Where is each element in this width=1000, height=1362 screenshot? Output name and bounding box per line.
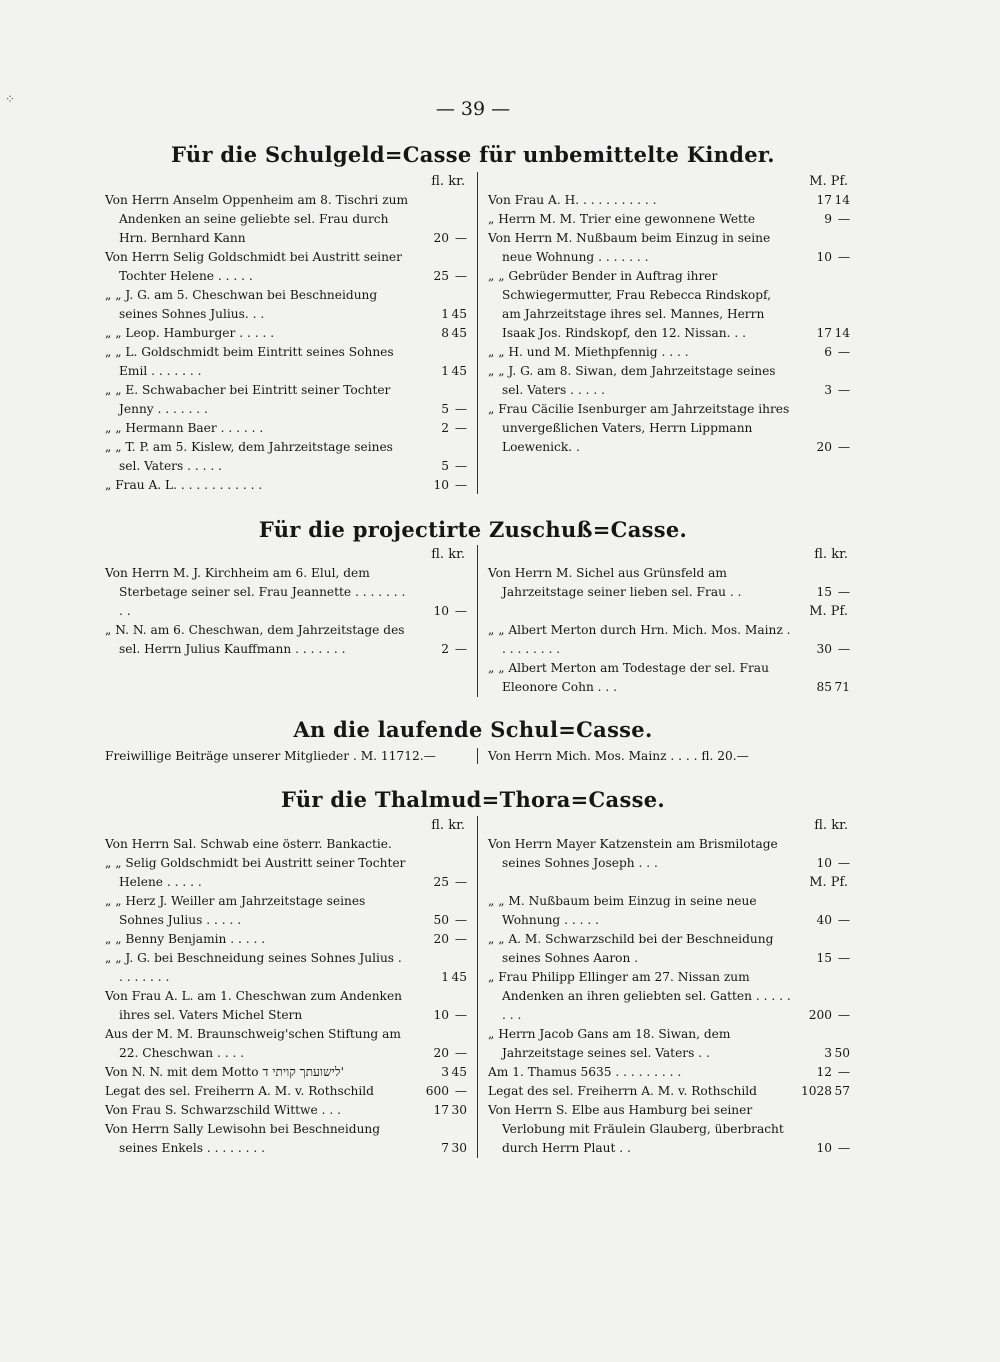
amount-major: 10	[433, 478, 449, 492]
donation-entry	[488, 1101, 850, 1158]
amount	[409, 873, 467, 892]
donation-entry	[488, 1082, 850, 1101]
donation-entry	[488, 968, 850, 1025]
section-title-thalmud: Für die Thalmud=Thora=Casse.	[281, 787, 665, 812]
amount	[409, 1139, 467, 1158]
donation-entry	[488, 229, 850, 267]
amount-minor: —	[837, 1141, 850, 1155]
amount-minor: —	[454, 1046, 467, 1060]
donation-entry	[488, 892, 850, 930]
amount-major: 2	[441, 642, 449, 656]
donor-text: „ „ Benny Benjamin . . . . .	[105, 932, 266, 946]
amount-major: 1	[441, 970, 449, 984]
amount-minor: —	[454, 875, 467, 889]
amount-major: 10	[816, 856, 832, 870]
amount-major: 50	[433, 913, 449, 927]
amount	[792, 1006, 850, 1025]
amount	[792, 640, 850, 659]
donation-entry	[105, 564, 467, 621]
amount-minor: —	[454, 604, 467, 618]
donor-text: Aus der M. M. Braunschweig'schen Stiftung am 22. Cheschwan . . . .	[105, 1027, 401, 1060]
donor-text: Legat des sel. Freiherrn A. M. v. Rothschild	[105, 1084, 374, 1098]
amount-minor: —	[454, 913, 467, 927]
amount-minor: —	[454, 231, 467, 245]
donation-entry	[105, 476, 467, 495]
donor-text: Von N. N. mit dem Motto לישועתך קויתי ד'	[105, 1065, 344, 1079]
right-column	[488, 816, 850, 1158]
amount-minor: —	[454, 478, 467, 492]
donor-text: „ Frau A. L. . . . . . . . . . . .	[105, 478, 263, 492]
amount-major: 1028	[800, 1084, 832, 1098]
donation-entry	[488, 362, 850, 400]
currency-header: fl. kr.	[814, 818, 848, 833]
amount	[409, 835, 467, 854]
amount-minor: —	[837, 440, 850, 454]
amount-major: 8	[441, 326, 449, 340]
donation-entry	[488, 267, 850, 343]
amount-minor: —	[837, 856, 850, 870]
amount	[792, 854, 850, 873]
amount-major: 1	[441, 364, 449, 378]
amount-minor: 45	[451, 1065, 467, 1079]
right-column	[488, 172, 850, 457]
donation-entry	[105, 248, 467, 286]
currency-header: M. Pf.	[809, 875, 848, 890]
donor-text: Am 1. Thamus 5635 . . . . . . . . .	[488, 1065, 682, 1079]
amount	[409, 229, 467, 248]
donor-text: Von Herrn M. J. Kirchheim am 6. Elul, dem Sterbetage seiner sel. Frau Jeannette . . . . . . . . .	[105, 566, 406, 618]
amount-minor: —	[837, 585, 850, 599]
currency-header: fl. kr.	[431, 547, 465, 562]
amount	[409, 324, 467, 343]
amount-major: 6	[824, 345, 832, 359]
amount-minor: —	[837, 1008, 850, 1022]
donor-text: „ „ L. Goldschmidt beim Eintritt seines Sohnes Emil . . . . . . .	[105, 345, 394, 378]
amount-minor: 71	[834, 680, 850, 694]
amount-minor: —	[454, 1008, 467, 1022]
amount	[792, 949, 850, 968]
amount-minor: 50	[834, 1046, 850, 1060]
donor-text: „ „ J. G. am 5. Cheschwan bei Beschneidung seines Sohnes Julius. . .	[105, 288, 378, 321]
column-divider	[477, 816, 478, 1158]
left-column	[105, 816, 467, 1158]
donation-entry	[105, 381, 467, 419]
amount-major: 7	[441, 1141, 449, 1155]
amount-major: 9	[824, 212, 832, 226]
amount	[409, 1082, 467, 1101]
donation-entry	[488, 621, 850, 659]
amount-minor: —	[837, 913, 850, 927]
donor-text: Von Herrn M. Nußbaum beim Einzug in seine neue Wohnung . . . . . . .	[488, 231, 771, 264]
amount-major: 2	[441, 421, 449, 435]
donation-entry	[105, 191, 467, 248]
donor-text: „ Frau Philipp Ellinger am 27. Nissan zum Andenken an ihren geliebten sel. Gatten . . . . . . . .	[488, 970, 791, 1022]
amount	[409, 400, 467, 419]
page-number: — 39 —	[435, 98, 511, 120]
amount-major: 20	[816, 440, 832, 454]
amount	[792, 1082, 850, 1101]
donor-text: Von Frau A. H. . . . . . . . . . .	[488, 193, 657, 207]
donor-text: „ „ Herz J. Weiller am Jahrzeitstage seines Sohnes Julius . . . . .	[105, 894, 366, 927]
amount-major: 200	[808, 1008, 832, 1022]
amount	[409, 1006, 467, 1025]
amount	[409, 602, 467, 621]
donor-text: „ „ Albert Merton durch Hrn. Mich. Mos. Mainz . . . . . . . . .	[488, 623, 791, 656]
donor-text: Von Herrn Mayer Katzenstein am Brismilotage seines Sohnes Joseph . . .	[488, 837, 778, 870]
donation-entry	[105, 930, 467, 949]
donation-entry	[488, 191, 850, 210]
amount-major: 5	[441, 459, 449, 473]
donor-text: „ „ Leop. Hamburger . . . . .	[105, 326, 275, 340]
amount-major: 5	[441, 402, 449, 416]
member-contributions: Freiwillige Beiträge unserer Mitglieder . M. 11712.—	[105, 749, 436, 763]
donation-entry	[488, 659, 850, 697]
amount	[792, 324, 850, 343]
amount-minor: —	[454, 642, 467, 656]
amount-major: 3	[824, 1046, 832, 1060]
donor-text: Von Herrn Selig Goldschmidt bei Austritt seiner Tochter Helene . . . . .	[105, 250, 402, 283]
donation-entry	[488, 343, 850, 362]
amount-minor: —	[454, 269, 467, 283]
donation-entry	[105, 854, 467, 892]
amount-minor: —	[454, 1084, 467, 1098]
amount-minor: —	[454, 459, 467, 473]
amount	[409, 476, 467, 495]
amount	[792, 381, 850, 400]
donor-text: Von Herrn Sal. Schwab eine österr. Bankactie.	[105, 837, 392, 851]
donor-text: „ „ J. G. bei Beschneidung seines Sohnes Julius . . . . . . . .	[105, 951, 402, 984]
amount-minor: —	[454, 402, 467, 416]
currency-header: fl. kr.	[814, 547, 848, 562]
donation-entry	[105, 1025, 467, 1063]
amount	[409, 968, 467, 987]
amount	[792, 1139, 850, 1158]
left-column	[105, 172, 467, 495]
amount-minor: 14	[834, 326, 850, 340]
amount-minor: 30	[451, 1141, 467, 1155]
section-title-zuschuss: Für die projectirte Zuschuß=Casse.	[258, 517, 688, 542]
donation-entry	[105, 835, 467, 854]
currency-header: fl. kr.	[431, 174, 465, 189]
amount-major: 10	[816, 1141, 832, 1155]
amount-major: 85	[816, 680, 832, 694]
donation-entry	[488, 1063, 850, 1082]
donor-text: „ „ Hermann Baer . . . . . .	[105, 421, 264, 435]
section-title-laufende: An die laufende Schul=Casse.	[293, 717, 653, 742]
amount-minor: —	[837, 250, 850, 264]
mainz-contribution: Von Herrn Mich. Mos. Mainz . . . . fl. 20.—	[488, 749, 749, 763]
donation-entry	[105, 419, 467, 438]
amount-minor: —	[837, 642, 850, 656]
amount	[409, 930, 467, 949]
amount-minor: —	[837, 1065, 850, 1079]
donation-entry	[488, 564, 850, 602]
donor-text: „ „ T. P. am 5. Kislew, dem Jahrzeitstage seines sel. Vaters . . . . .	[105, 440, 393, 473]
amount-major: 10	[433, 1008, 449, 1022]
amount-minor: —	[837, 212, 850, 226]
amount-major: 25	[433, 875, 449, 889]
donation-entry	[105, 324, 467, 343]
donor-text: „ Herrn M. M. Trier eine gewonnene Wette	[488, 212, 756, 226]
amount	[792, 248, 850, 267]
amount-major: 17	[816, 326, 832, 340]
donation-entry	[488, 835, 850, 873]
donor-text: Von Herrn M. Sichel aus Grünsfeld am Jahrzeitstage seiner lieben sel. Frau . .	[488, 566, 742, 599]
amount	[409, 640, 467, 659]
amount-major: 10	[433, 604, 449, 618]
donor-text: Von Herrn Anselm Oppenheim am 8. Tischri zum Andenken an seine geliebte sel. Frau durch Hrn. Bernhard Kann	[105, 193, 409, 245]
donor-text: „ „ Selig Goldschmidt bei Austritt seiner Tochter Helene . . . . .	[105, 856, 406, 889]
amount	[409, 267, 467, 286]
amount-major: 3	[824, 383, 832, 397]
amount-minor: 45	[451, 364, 467, 378]
amount	[792, 678, 850, 697]
donor-text: „ „ M. Nußbaum beim Einzug in seine neue Wohnung . . . . .	[488, 894, 757, 927]
amount-major: 3	[441, 1065, 449, 1079]
amount-major: 20	[433, 231, 449, 245]
amount-minor: —	[837, 345, 850, 359]
amount	[792, 1044, 850, 1063]
section-title-schulgeld: Für die Schulgeld=Casse für unbemittelte Kinder.	[171, 142, 775, 167]
donor-text: Von Frau S. Schwarzschild Wittwe . . .	[105, 1103, 341, 1117]
donation-entry	[105, 621, 467, 659]
amount-major: 25	[433, 269, 449, 283]
donor-text: Von Herrn S. Elbe aus Hamburg bei seiner Verlobung mit Fräulein Glauberg, überbracht durch Herrn Plaut . .	[488, 1103, 784, 1155]
amount-major: 12	[816, 1065, 832, 1079]
donation-entry	[105, 1101, 467, 1120]
donor-text: „ „ E. Schwabacher bei Eintritt seiner Tochter Jenny . . . . . . .	[105, 383, 391, 416]
amount-major: 30	[816, 642, 832, 656]
amount	[409, 457, 467, 476]
amount-minor: —	[837, 951, 850, 965]
donor-text: „ Frau Cäcilie Isenburger am Jahrzeitstage ihres unvergeßlichen Vaters, Herrn Lippmann Loewenick. .	[488, 402, 790, 454]
amount	[792, 1063, 850, 1082]
currency-header: fl. kr.	[431, 818, 465, 833]
currency-header: M. Pf.	[809, 174, 848, 189]
amount-major: 17	[433, 1103, 449, 1117]
amount-minor: 57	[834, 1084, 850, 1098]
amount	[792, 911, 850, 930]
donation-entry	[105, 987, 467, 1025]
amount	[409, 362, 467, 381]
amount-major: 15	[816, 585, 832, 599]
donor-text: „ „ Gebrüder Bender in Auftrag ihrer Schwiegermutter, Frau Rebecca Rindskopf, am Jahrzeitstage ihres sel. Mannes, Herrn Isaak Jos. Rindskopf, den 12. Nissan. . .	[488, 269, 771, 340]
donation-entry	[488, 930, 850, 968]
amount-minor: —	[837, 383, 850, 397]
donation-entry	[105, 438, 467, 476]
amount-minor: 30	[451, 1103, 467, 1117]
donation-entry	[105, 1063, 467, 1082]
amount-minor: 45	[451, 326, 467, 340]
donor-text: Legat des sel. Freiherrn A. M. v. Rothschild	[488, 1084, 757, 1098]
amount-minor: —	[454, 932, 467, 946]
amount	[792, 191, 850, 210]
donation-entry	[105, 1082, 467, 1101]
donation-entry	[488, 1025, 850, 1063]
donor-text: „ „ Albert Merton am Todestage der sel. Frau Eleonore Cohn . . .	[488, 661, 769, 694]
amount	[409, 1063, 467, 1082]
column-divider	[477, 545, 478, 697]
margin-mark: ⁘	[5, 92, 16, 106]
donor-text: „ „ A. M. Schwarzschild bei der Beschneidung seines Sohnes Aaron .	[488, 932, 774, 965]
donation-entry	[105, 343, 467, 381]
amount-major: 1	[441, 307, 449, 321]
amount-minor: 45	[451, 307, 467, 321]
donation-entry	[105, 1120, 467, 1158]
amount-major: 15	[816, 951, 832, 965]
currency-header: M. Pf.	[809, 604, 848, 619]
amount-major: 17	[816, 193, 832, 207]
amount-major: 20	[433, 1046, 449, 1060]
amount	[792, 210, 850, 229]
amount-minor: 45	[451, 970, 467, 984]
amount	[409, 1101, 467, 1120]
donor-text: „ „ J. G. am 8. Siwan, dem Jahrzeitstage seines sel. Vaters . . . . .	[488, 364, 776, 397]
donor-text: „ „ H. und M. Miethpfennig . . . .	[488, 345, 689, 359]
donation-entry	[105, 286, 467, 324]
amount-major: 40	[816, 913, 832, 927]
amount-major: 10	[816, 250, 832, 264]
donor-text: Von Herrn Sally Lewisohn bei Beschneidung seines Enkels . . . . . . . .	[105, 1122, 381, 1155]
donation-entry	[488, 400, 850, 457]
donation-entry	[488, 210, 850, 229]
amount	[409, 911, 467, 930]
amount	[409, 419, 467, 438]
left-column	[105, 545, 467, 659]
donation-entry	[105, 949, 467, 987]
column-divider	[477, 748, 478, 764]
column-divider	[477, 172, 478, 494]
donor-text: „ Herrn Jacob Gans am 18. Siwan, dem Jahrzeitstage seines sel. Vaters . .	[488, 1027, 731, 1060]
amount-major: 20	[433, 932, 449, 946]
amount	[409, 1044, 467, 1063]
amount-major: 600	[425, 1084, 449, 1098]
amount	[792, 343, 850, 362]
amount	[792, 438, 850, 457]
right-column	[488, 545, 850, 697]
amount-minor: —	[454, 421, 467, 435]
donor-text: Von Frau A. L. am 1. Cheschwan zum Andenken ihres sel. Vaters Michel Stern	[105, 989, 403, 1022]
donation-entry	[105, 892, 467, 930]
amount-minor: 14	[834, 193, 850, 207]
amount	[792, 583, 850, 602]
donor-text: „ N. N. am 6. Cheschwan, dem Jahrzeitstage des sel. Herrn Julius Kauffmann . . . . . . .	[105, 623, 405, 656]
amount	[409, 305, 467, 324]
